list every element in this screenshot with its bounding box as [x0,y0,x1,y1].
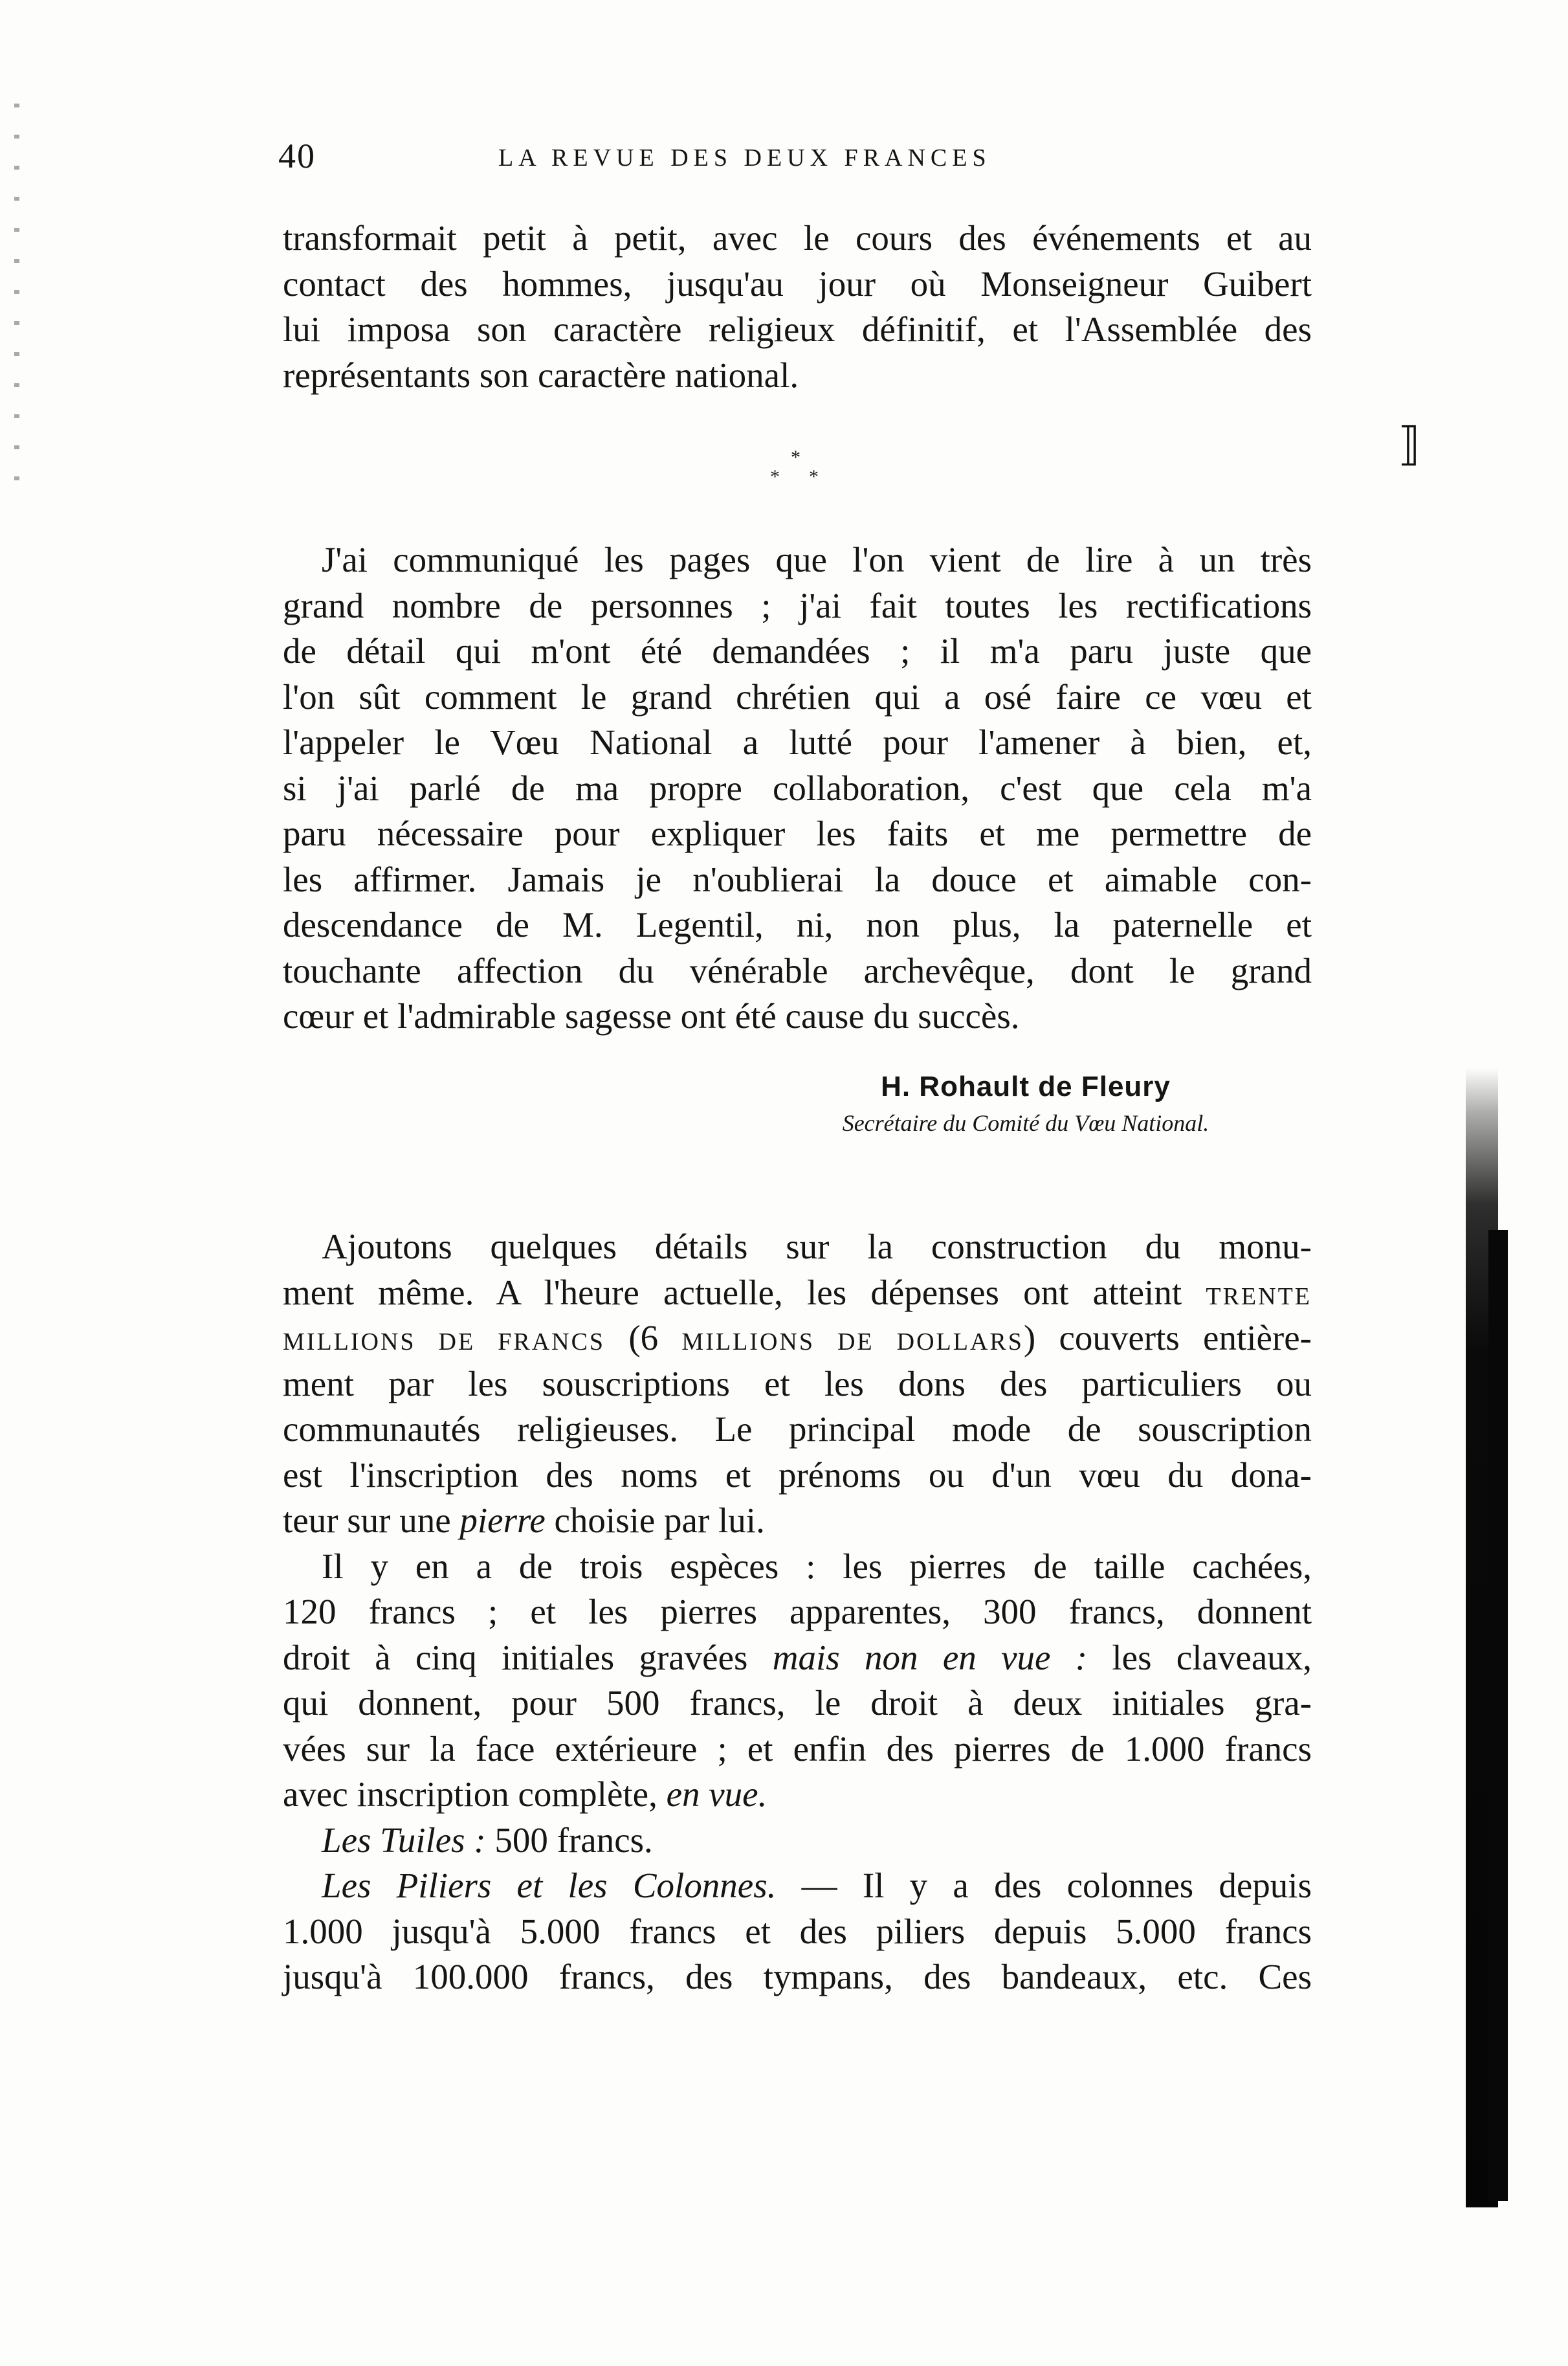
text-line: l'appeler le Vœu National a lutté pour l'amener à bien, et, [283,722,1312,762]
signature-name: H. Rohault de Fleury [881,1071,1171,1102]
text-line: Il y en a de trois espèces : les pierres de taille cachées, [322,1546,1312,1586]
scan-margin-bracket: ⟧ [1398,420,1420,470]
text-line: droit à cinq initiales gravées mais non en vue : les claveaux, [283,1637,1312,1677]
text-line: les affirmer. Jamais je n'oublierai la douce et aimable con- [283,859,1312,899]
text-line: est l'inscription des noms et prénoms ou d'un vœu du dona- [283,1455,1312,1495]
signature-title: Secrétaire du Comité du Vœu National. [842,1110,1209,1136]
journal-title: LA REVUE DES DEUX FRANCES [498,144,991,172]
text-line: 120 francs ; et les pierres apparentes, 300 francs, donnent [283,1592,1312,1631]
text-line: descendance de M. Legentil, ni, non plus, la paternelle et [283,905,1312,944]
scan-margin-marks [14,104,19,492]
paragraph-continuation [283,216,1312,398]
text-line: vées sur la face extérieure ; et enfin des pierres de 1.000 francs [283,1728,1312,1769]
asterism-separator: * * * [770,447,819,487]
signature-block [744,1067,1307,1139]
text-line: communautés religieuses. Le principal mode de souscription [283,1409,1312,1449]
text-line: transformait petit à petit, avec le cours des événements et au [283,218,1312,258]
text-line: qui donnent, pour 500 francs, le droit à deux initiales gra- [283,1683,1312,1723]
text-line: avec inscription complète, en vue. [283,1774,767,1814]
text-line: Les Piliers et les Colonnes. — Il y a des colonnes depuis [322,1866,1312,1905]
page-number: 40 [278,137,316,175]
text-line: 1.000 jusqu'à 5.000 francs et des piliers depuis 5.000 francs [283,1911,1312,1951]
paragraph-author-note [283,537,1312,1040]
paragraph-construction-details [283,1224,1312,2000]
text-line: contact des hommes, jusqu'au jour où Monseigneur Guibert [283,263,1312,304]
text-line: l'on sût comment le grand chrétien qui a osé faire ce vœu et [283,676,1312,717]
running-header [278,129,1307,181]
text-line: jusqu'à 100.000 francs, des tympans, des bandeaux, etc. Ces [283,1957,1312,1996]
text-line: paru nécessaire pour expliquer les faits et me permettre de [283,814,1312,853]
scan-edge-shadow-core [1488,1230,1508,2201]
text-line: grand nombre de personnes ; j'ai fait toutes les rectifications [283,585,1312,625]
text-line: teur sur une pierre choisie par lui. [283,1501,765,1540]
text-line: Les Tuiles : 500 francs. [322,1820,653,1860]
text-line: touchante affection du vénérable archevêque, dont le grand [283,950,1312,990]
text-line: représentants son caractère national. [283,355,799,395]
text-line: lui imposa son caractère religieux définitif, et l'Assemblée des [283,309,1312,349]
text-line: si j'ai parlé de ma propre collaboration, c'est que cela m'a [283,768,1312,808]
text-line: de détail qui m'ont été demandées ; il m'a paru juste que [283,631,1312,671]
text-line: J'ai communiqué les pages que l'on vient de lire à un très [322,540,1312,579]
text-line: Ajoutons quelques détails sur la construction du monu- [322,1227,1312,1266]
text-line: cœur et l'admirable sagesse ont été cause du succès. [283,996,1020,1036]
text-line: ment même. A l'heure actuelle, les dépenses ont atteint TRENTE [283,1272,1312,1312]
text-line: ment par les souscriptions et les dons des particuliers ou [283,1363,1312,1403]
text-line: MILLIONS DE FRANCS (6 MILLIONS DE DOLLARS) couverts entière- [283,1318,1312,1357]
